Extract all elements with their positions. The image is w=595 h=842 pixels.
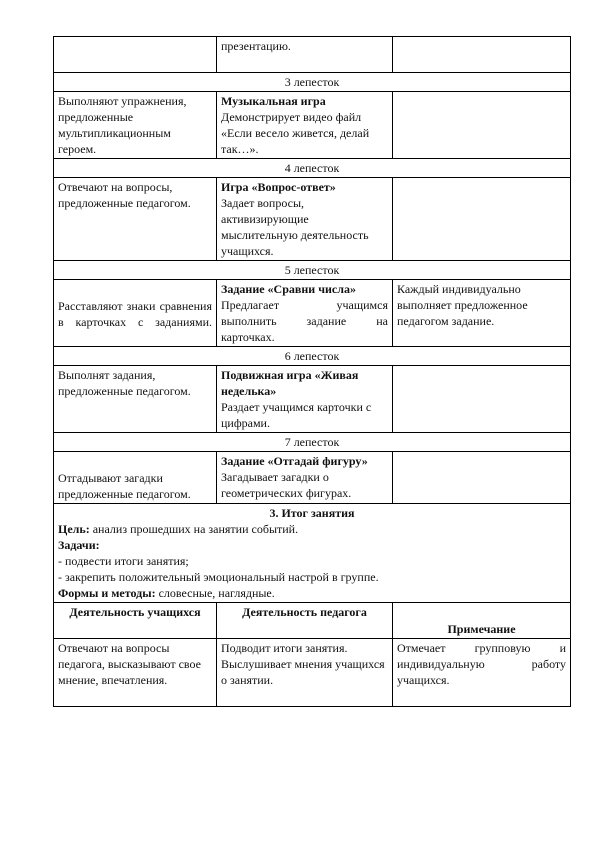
cell-students: Отвечают на вопросы, предложенные педагогом.: [54, 178, 217, 261]
section-title: 3 лепесток: [54, 73, 571, 92]
section-row: [54, 73, 571, 92]
task-item: - подвести итоги занятия;: [58, 554, 189, 568]
cell-note: [393, 452, 571, 504]
cell-note: [393, 178, 571, 261]
table-row: [54, 366, 571, 433]
section-row: [54, 159, 571, 178]
table-row: [54, 178, 571, 261]
activity-text: Загадывает загадки о геометрических фигурах.: [221, 470, 352, 500]
cell-teacher: [217, 366, 393, 433]
cell-note: [393, 92, 571, 159]
cell-teacher: [217, 280, 393, 347]
lesson-plan-table: [53, 36, 571, 707]
summary-row: [54, 504, 571, 603]
cell-note: [393, 366, 571, 433]
cell-teacher: [217, 37, 393, 73]
table-row: [54, 37, 571, 73]
table-row: [54, 639, 571, 707]
goal-text: анализ прошедших на занятии событий.: [89, 522, 299, 536]
cell-text: Расставляют знаки сравнения в карточках с заданиями.: [58, 299, 212, 329]
summary-cell: [54, 504, 571, 603]
section-title: 6 лепесток: [54, 347, 571, 366]
cell-students: [54, 280, 217, 347]
activity-text: Задает вопросы, активизирующие мыслительную деятельность учащихся.: [221, 196, 369, 258]
section-title: 4 лепесток: [54, 159, 571, 178]
cell-students: [54, 37, 217, 73]
header-teacher: Деятельность педагога: [217, 603, 393, 639]
header-students: Деятельность учащихся: [54, 603, 217, 639]
cell-teacher: [217, 452, 393, 504]
forms-label: Формы и методы:: [58, 586, 156, 600]
cell-text: презентацию.: [221, 39, 291, 53]
table-row: [54, 92, 571, 159]
section-title: 7 лепесток: [54, 433, 571, 452]
summary-forms: [58, 585, 566, 601]
forms-text: словесные, наглядные.: [155, 586, 275, 600]
cell-note: Каждый индивидуально выполняет предложенное педагогом задание.: [393, 280, 571, 347]
table-row: [54, 452, 571, 504]
cell-teacher: [217, 178, 393, 261]
cell-students: Отгадывают загадки предложенные педагогом.: [54, 452, 217, 504]
activity-text: Предлагает учащимся выполнить задание на карточках.: [221, 298, 388, 344]
cell-teacher: [217, 92, 393, 159]
activity-text: Демонстрирует видео файл «Если весело живется, делай так…».: [221, 110, 370, 156]
section-row: [54, 261, 571, 280]
goal-label: Цель:: [58, 522, 90, 536]
activity-title: Музыкальная игра: [221, 94, 326, 108]
cell-note: [393, 639, 571, 707]
activity-title: Задание «Сравни числа»: [221, 282, 356, 296]
section-row: [54, 347, 571, 366]
activity-title: Игра «Вопрос-ответ»: [221, 180, 336, 194]
cell-students: Выполняют упражнения, предложенные мультипликационным героем.: [54, 92, 217, 159]
cell-students: Отвечают на вопросы педагога, высказывают свое мнение, впечатления.: [54, 639, 217, 707]
table-row: [54, 280, 571, 347]
section-row: [54, 433, 571, 452]
tasks-label: Задачи:: [58, 538, 100, 552]
header-note: Примечание: [393, 603, 571, 639]
cell-note: [393, 37, 571, 73]
header-row: [54, 603, 571, 639]
cell-teacher: Подводит итоги занятия. Выслушивает мнения учащихся о занятии.: [217, 639, 393, 707]
activity-text: Раздает учащимся карточки с цифрами.: [221, 400, 372, 430]
task-item: - закрепить положительный эмоциональный настрой в группе.: [58, 570, 379, 584]
activity-title: Задание «Отгадай фигуру»: [221, 454, 368, 468]
activity-title: Подвижная игра «Живая неделька»: [221, 368, 359, 398]
cell-text: Отмечает групповую и индивидуальную работу учащихся.: [397, 641, 566, 687]
cell-students: Выполнят задания, предложенные педагогом.: [54, 366, 217, 433]
summary-title: 3. Итог занятия: [269, 506, 355, 520]
section-title: 5 лепесток: [54, 261, 571, 280]
summary-goal: [58, 521, 566, 537]
